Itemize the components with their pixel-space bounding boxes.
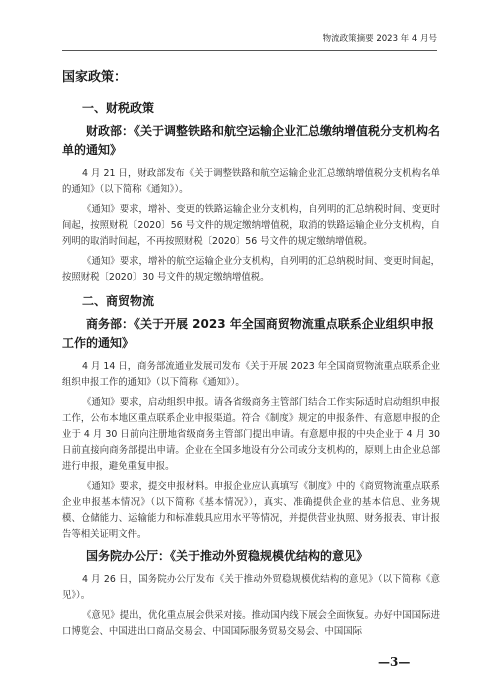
paragraph: 《通知》要求，提交申报材料。申报企业应认真填写《制度》中的《商贸物流重点联系企业申报基本情况》（以下简称《基本情况》），真实、准确提供企业的基本信息、业务规模、仓储能力、运输能力和标准载具应用水平等情况，并提供营业执照、财务报表、审计报告等相关证明文件。 [62,481,440,540]
header-text: 物流政策摘要 2023 年 4 月号 [322,34,437,44]
item-title-mof: 财政部：《关于调整铁路和航空运输企业汇总缴纳增值税分支机构名单的通知》 [62,124,441,157]
paragraph: 4 月 21 日，财政部发布《关于调整铁路和航空运输企业汇总缴纳增值税分支机构名单的通知》（以下简称《通知》）。 [62,168,440,195]
paragraph: 《通知》要求，启动组织申报。请各省级商务主管部门结合工作实际适时启动组织申报工作，公布本地区重点联系企业申报渠道。符合《制度》规定的申报条件、有意愿申报的企业于 4 月 30 日前向注册地省级商务主管部门提出申请。有意愿申报的中央企业于 4 月 30 日前直接向商务部提出申请。企业在全国多地设有分公司或分支机构的，原则上由企业总部进行申报，避免重复申报。 [62,397,440,472]
paragraph: 4 月 14 日，商务部流通业发展司发布《关于开展 2023 年全国商贸物流重点联系企业组织申报工作的通知》（以下简称《通知》）。 [62,361,440,388]
running-header [62,28,437,51]
paragraph: 《通知》要求，增补、变更的铁路运输企业分支机构，自列明的汇总纳税时间、变更时间起，按照财税〔2020〕56 号文件的规定缴纳增值税，取消的铁路运输企业分支机构，自列明的取消时间起，不再按照财税〔2020〕56 号文件的规定缴纳增值税。 [62,204,440,247]
heading-tax-policy: 一、财税政策 [82,101,155,115]
page-number: —3— [378,655,411,669]
document-body [62,58,440,644]
paragraph: 《意见》提出，优化重点展会供采对接。推动国内线下展会全面恢复。办好中国国际进口博览会、中国进出口商品交易会、中国国际服务贸易交易会、中国国际 [62,610,440,637]
heading-commerce-logistics: 二、商贸物流 [82,294,155,308]
paragraph: 《通知》要求，增补的航空运输企业分支机构，自列明的汇总纳税时间、变更时间起，按照财税〔2020〕30 号文件的规定缴纳增值税。 [62,256,440,283]
paragraph: 4 月 26 日，国务院办公厅发布《关于推动外贸稳规模优结构的意见》（以下简称《意见》）。 [62,574,440,601]
item-title-state-council: 国务院办公厅：《关于推动外贸稳规模优结构的意见》 [86,549,369,563]
item-title-mofcom: 商务部：《关于开展 2023 年全国商贸物流重点联系企业组织申报工作的通知》 [62,317,434,350]
section-title: 国家政策： [62,70,128,85]
